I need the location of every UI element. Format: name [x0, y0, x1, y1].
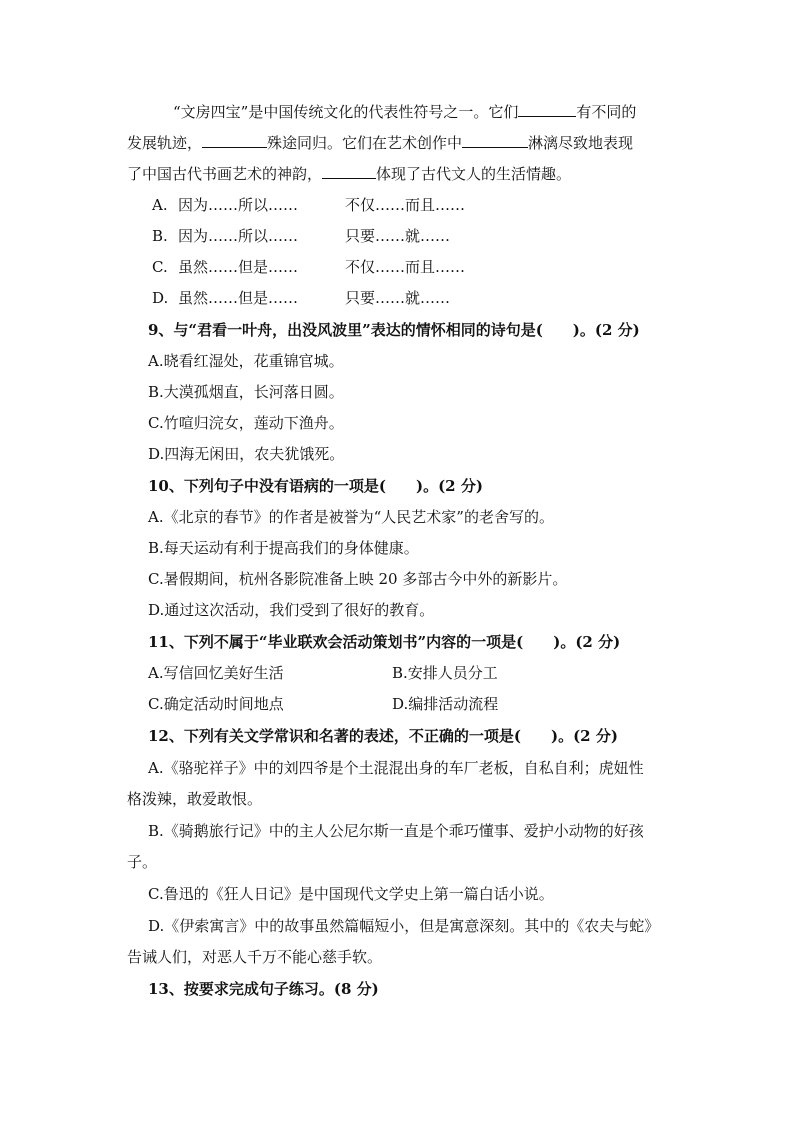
passage-text: 淋漓尽致地表现	[528, 134, 634, 152]
question-11-option-d: D.编排活动流程	[392, 695, 499, 713]
option-second-pair: 只要……就……	[345, 227, 451, 245]
question-9-stem: 9、与“君看一叶舟，出没风波里”表达的情怀相同的诗句是( )。(2 分)	[148, 321, 640, 339]
question-11-option-c: C.确定活动时间地点	[148, 695, 284, 713]
question-12-option-d-line-2: 告诫人们，对恶人千万不能心慈手软。	[127, 948, 383, 966]
passage-text: 发展轨迹，	[127, 134, 203, 152]
question-9-option-a: A.晓看红湿处，花重锦官城。	[148, 352, 344, 370]
fill-blank-2	[202, 131, 267, 148]
question-12-option-c: C.鲁迅的《狂人日记》是中国现代文学史上第一篇白话小说。	[148, 885, 554, 903]
question-10-option-b: B.每天运动有利于提高我们的身体健康。	[148, 539, 419, 557]
option-second-pair: 只要……就……	[345, 289, 451, 307]
passage-text: 体现了古代文人的生活情趣。	[376, 165, 572, 183]
option-label: B.	[152, 227, 168, 245]
option-label: C.	[152, 258, 168, 276]
passage-text: “文房四宝”是中国传统文化的代表性符号之一。它们	[173, 103, 519, 121]
option-first-pair: 虽然……但是……	[178, 289, 299, 307]
fill-blank-3	[462, 131, 528, 148]
question-10-option-d: D.通过这次活动，我们受到了很好的教育。	[148, 601, 435, 619]
option-second-pair: 不仅……而且……	[345, 258, 466, 276]
question-10-option-c: C.暑假期间，杭州各影院准备上映 20 多部古今中外的新影片。	[148, 570, 568, 588]
passage-text: 了中国古代书画艺术的神韵，	[127, 165, 323, 183]
question-12-option-a-line-2: 格泼辣，敢爱敢恨。	[127, 790, 263, 808]
option-second-pair: 不仅……而且……	[345, 196, 466, 214]
option-first-pair: 因为……所以……	[178, 227, 299, 245]
question-9-option-d: D.四海无闲田，农夫犹饿死。	[148, 445, 345, 463]
question-12-option-a-line-1: A.《骆驼祥子》中的刘四爷是个土混混出身的车厂老板，自私自利；虎妞性	[148, 759, 644, 777]
option-first-pair: 因为……所以……	[178, 196, 299, 214]
option-first-pair: 虽然……但是……	[178, 258, 299, 276]
question-12-stem: 12、下列有关文学常识和名著的表述，不正确的一项是( )。(2 分)	[148, 727, 618, 745]
question-11-option-a: A.写信回忆美好生活	[148, 664, 284, 682]
passage-text: 有不同的	[576, 103, 637, 121]
question-12-option-b-line-1: B.《骑鹅旅行记》中的主人公尼尔斯一直是个乖巧懂事、爱护小动物的好孩	[148, 822, 644, 840]
question-11-option-b: B.安排人员分工	[392, 664, 498, 682]
option-label: A.	[152, 196, 168, 214]
question-10-option-a: A.《北京的春节》的作者是被誉为“人民艺术家”的老舍写的。	[148, 508, 554, 526]
question-11-stem: 11、下列不属于“毕业联欢会活动策划书”内容的一项是( )。(2 分)	[148, 633, 621, 651]
fill-blank-1	[518, 100, 576, 117]
question-13-stem: 13、按要求完成句子练习。(8 分)	[148, 980, 379, 998]
question-9-option-c: C.竹喧归浣女，莲动下渔舟。	[148, 414, 344, 432]
fill-blank-4	[322, 162, 376, 179]
question-10-stem: 10、下列句子中没有语病的一项是( )。(2 分)	[148, 477, 483, 495]
passage-line-2	[127, 131, 633, 154]
passage-line-1	[173, 100, 636, 123]
question-12-option-d-line-1: D.《伊索寓言》中的故事虽然篇幅短小，但是寓意深刻。其中的《农夫与蛇》	[148, 917, 660, 935]
question-12-option-b-line-2: 子。	[127, 853, 158, 871]
passage-line-3	[127, 162, 571, 185]
option-label: D.	[152, 289, 169, 307]
question-9-option-b: B.大漠孤烟直，长河落日圆。	[148, 383, 344, 401]
passage-text: 殊途同归。它们在艺术创作中	[267, 134, 463, 152]
